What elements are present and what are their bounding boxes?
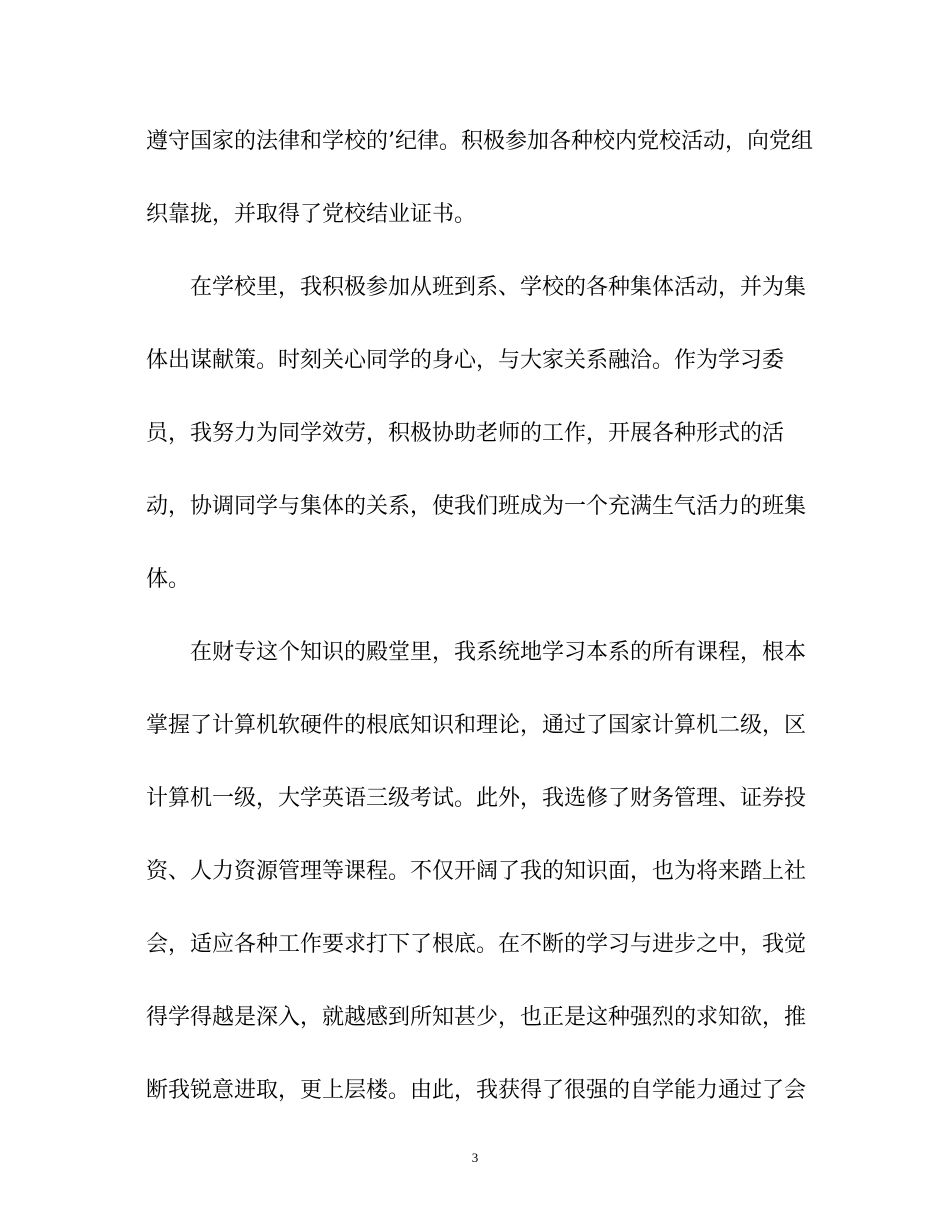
text-line-7: 体。 [146, 567, 191, 592]
page-number: 3 [471, 1150, 479, 1165]
text-line-5: 员，我努力为同学效劳，积极协助老师的工作，开展各种形式的活 [146, 421, 785, 446]
text-line-10: 计算机一级，大学英语三级考试。此外，我选修了财务管理、证券投 [146, 786, 807, 811]
text-line-9: 掌握了计算机软硬件的根底知识和理论，通过了国家计算机二级，区 [146, 713, 807, 738]
text-line-14: 断我锐意进取，更上层楼。由此，我获得了很强的自学能力通过了会 [146, 1078, 807, 1103]
text-line-12: 会，适应各种工作要求打下了根底。在不断的学习与进步之中，我觉 [146, 932, 807, 957]
text-line-3: 在学校里，我积极参加从班到系、学校的各种集体活动，并为集 [190, 275, 807, 300]
text-line-6: 动，协调同学与集体的关系，使我们班成为一个充满生气活力的班集 [146, 494, 807, 519]
text-line-13: 得学得越是深入，就越感到所知甚少，也正是这种强烈的求知欲，推 [146, 1005, 807, 1030]
text-line-8: 在财专这个知识的殿堂里，我系统地学习本系的所有课程，根本 [190, 640, 807, 665]
text-line-2: 织靠拢，并取得了党校结业证书。 [146, 202, 477, 227]
text-line-1: 遵守国家的法律和学校的’纪律。积极参加各种校内党校活动，向党组 [146, 129, 813, 154]
text-line-11: 资、人力资源管理等课程。不仅开阔了我的知识面，也为将来踏上社 [146, 859, 807, 884]
text-line-4: 体出谋献策。时刻关心同学的身心，与大家关系融洽。作为学习委 [146, 348, 785, 373]
